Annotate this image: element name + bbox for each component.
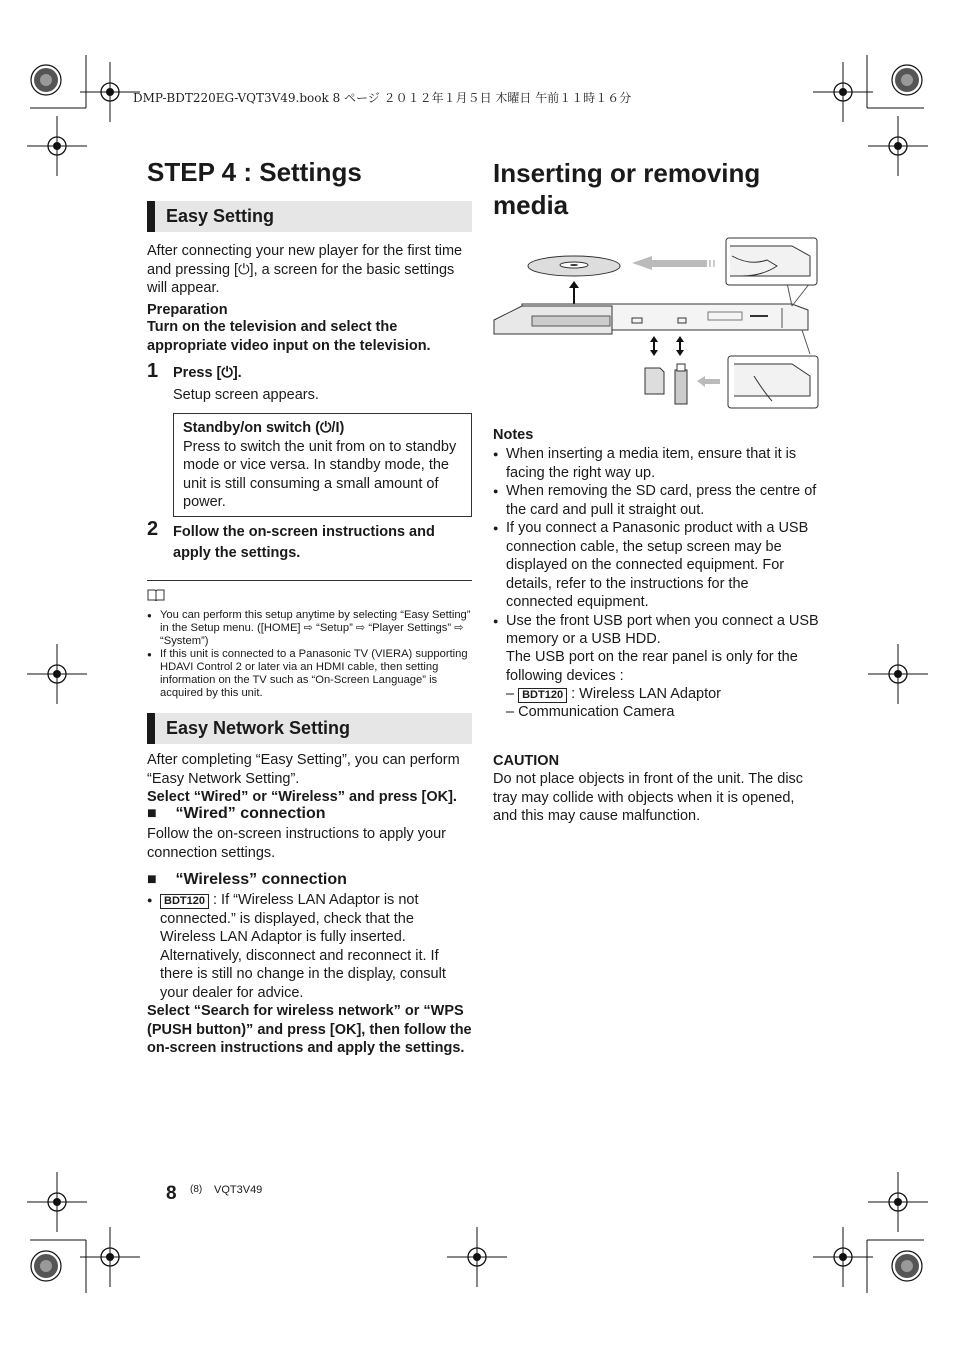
preparation-label: Preparation: [147, 302, 228, 318]
bdt120-tag: BDT120: [518, 688, 567, 703]
dash: –: [506, 686, 515, 702]
wired-text: Follow the on-screen instructions to apply your connection settings.: [147, 826, 447, 861]
note-item: ● If this unit is connected to a Panasonic TV (VIERA) supporting HDAVI Control 2 or later via an HDMI cable, then setting information on the TV such as “On-Screen Language” is acquired by this unit.: [147, 648, 472, 700]
standby-box-title: Standby/on switch (⏻/I): [183, 420, 345, 436]
device-1-text: : Wireless LAN Adaptor: [567, 686, 721, 702]
wireless-heading-text: “Wireless” connection: [175, 871, 347, 888]
easy-setting-intro: After connecting your new player for the first time and pressing [⏻], a screen for the basic settings will appear.: [147, 243, 463, 296]
usb-arrow-icon: [697, 376, 720, 387]
notes-label: Notes: [493, 427, 534, 443]
square-bullet-icon: ■: [147, 871, 157, 888]
wireless-bullet-item: [147, 891, 463, 1002]
step-1-text: Setup screen appears.: [173, 387, 319, 403]
wireless-heading: [147, 871, 347, 889]
preparation-text: Turn on the television and select the appropriate video input on the television.: [147, 319, 431, 354]
usb-stick-icon: [675, 364, 687, 404]
page-title: STEP 4 : Settings: [147, 157, 362, 187]
disc-icon: [528, 256, 620, 276]
rear-usb-text: The USB port on the rear panel is only for the following devices :: [506, 649, 798, 684]
wired-heading-text: “Wired” connection: [175, 805, 326, 822]
sd-card-icon: [645, 368, 664, 394]
device-item-2: – Communication Camera: [506, 704, 675, 720]
select-wired-wireless: Select “Wired” or “Wireless” and press [OK].: [147, 789, 457, 805]
inserting-title: Inserting or removing media: [493, 158, 761, 220]
sd-usb-arrows-icon: [650, 336, 684, 356]
device-item-1: [506, 685, 721, 704]
media-note-item: ● When inserting a media item, ensure that it is facing the right way up.: [493, 445, 819, 482]
book-icon: [147, 588, 165, 601]
caution-label: CAUTION: [493, 753, 560, 769]
wireless-bullet-text: : If “Wireless LAN Adaptor is not connected.” is displayed, check that the Wireless LAN Adaptor is fully inserted. Alternatively, disconnect and reconnect it. If there is still no change in the display, consult your dealer for advice.: [160, 892, 446, 1001]
player-icon: [494, 304, 808, 334]
easy-setting-notes: [147, 609, 472, 700]
step-2-number: 2: [147, 518, 159, 540]
insert-arrow-icon: [632, 256, 714, 270]
easy-setting-heading: Easy Setting: [147, 201, 472, 232]
standby-switch-box: [173, 413, 472, 517]
page-number: 8: [166, 1183, 177, 1204]
step-2-text: Follow the on-screen instructions and apply the settings.: [173, 524, 435, 561]
wired-heading: [147, 805, 326, 823]
media-note-item: ● If you connect a Panasonic product with a USB connection cable, the setup screen may be displayed on the connected equipment. For details, refer to the instructions for the connected equipment.: [493, 519, 819, 612]
easy-network-heading: Easy Network Setting: [147, 713, 472, 744]
wireless-final-instruction: Select “Search for wireless network” or “WPS (PUSH button)” and press [OK], then follow the on-screen instructions and apply the settings.: [147, 1003, 472, 1056]
print-header: DMP-BDT220EG-VQT3V49.book 8 ページ ２０１２年１月５日 木曜日 午前１１時１６分: [133, 91, 632, 105]
power-button-inset-icon: [726, 238, 817, 285]
bdt120-tag: BDT120: [160, 894, 209, 909]
page-ref: (8): [190, 1184, 203, 1195]
step-1-number: 1: [147, 360, 159, 382]
media-note-item: ● Use the front USB port when you connect a USB memory or a USB HDD.: [493, 612, 819, 649]
media-insertion-illustration: [492, 236, 822, 412]
media-note-item: ● When removing the SD card, press the centre of the card and pull it straight out.: [493, 482, 819, 519]
step-1-title: Press [⏻].: [173, 365, 242, 381]
doc-code: VQT3V49: [214, 1184, 263, 1196]
sd-card-inset-icon: [728, 356, 818, 408]
easy-network-intro: After completing “Easy Setting”, you can perform “Easy Network Setting”.: [147, 752, 460, 787]
caution-text: Do not place objects in front of the unit. The disc tray may collide with objects when it is opened, and this may cause malfunction.: [493, 771, 804, 824]
notes-divider: [147, 580, 472, 581]
note-item: ● You can perform this setup anytime by selecting “Easy Setting” in the Setup menu. ([HOME] ⇨ “Setup” ⇨ “Player Settings” ⇨ “System”): [147, 609, 472, 648]
media-notes: [493, 445, 819, 649]
standby-box-text: Press to switch the unit from on to standby mode or vice versa. In standby mode, the unit is still consuming a small amount of power.: [183, 438, 457, 510]
square-bullet-icon: ■: [147, 805, 157, 822]
wireless-bullets: [147, 891, 463, 1002]
